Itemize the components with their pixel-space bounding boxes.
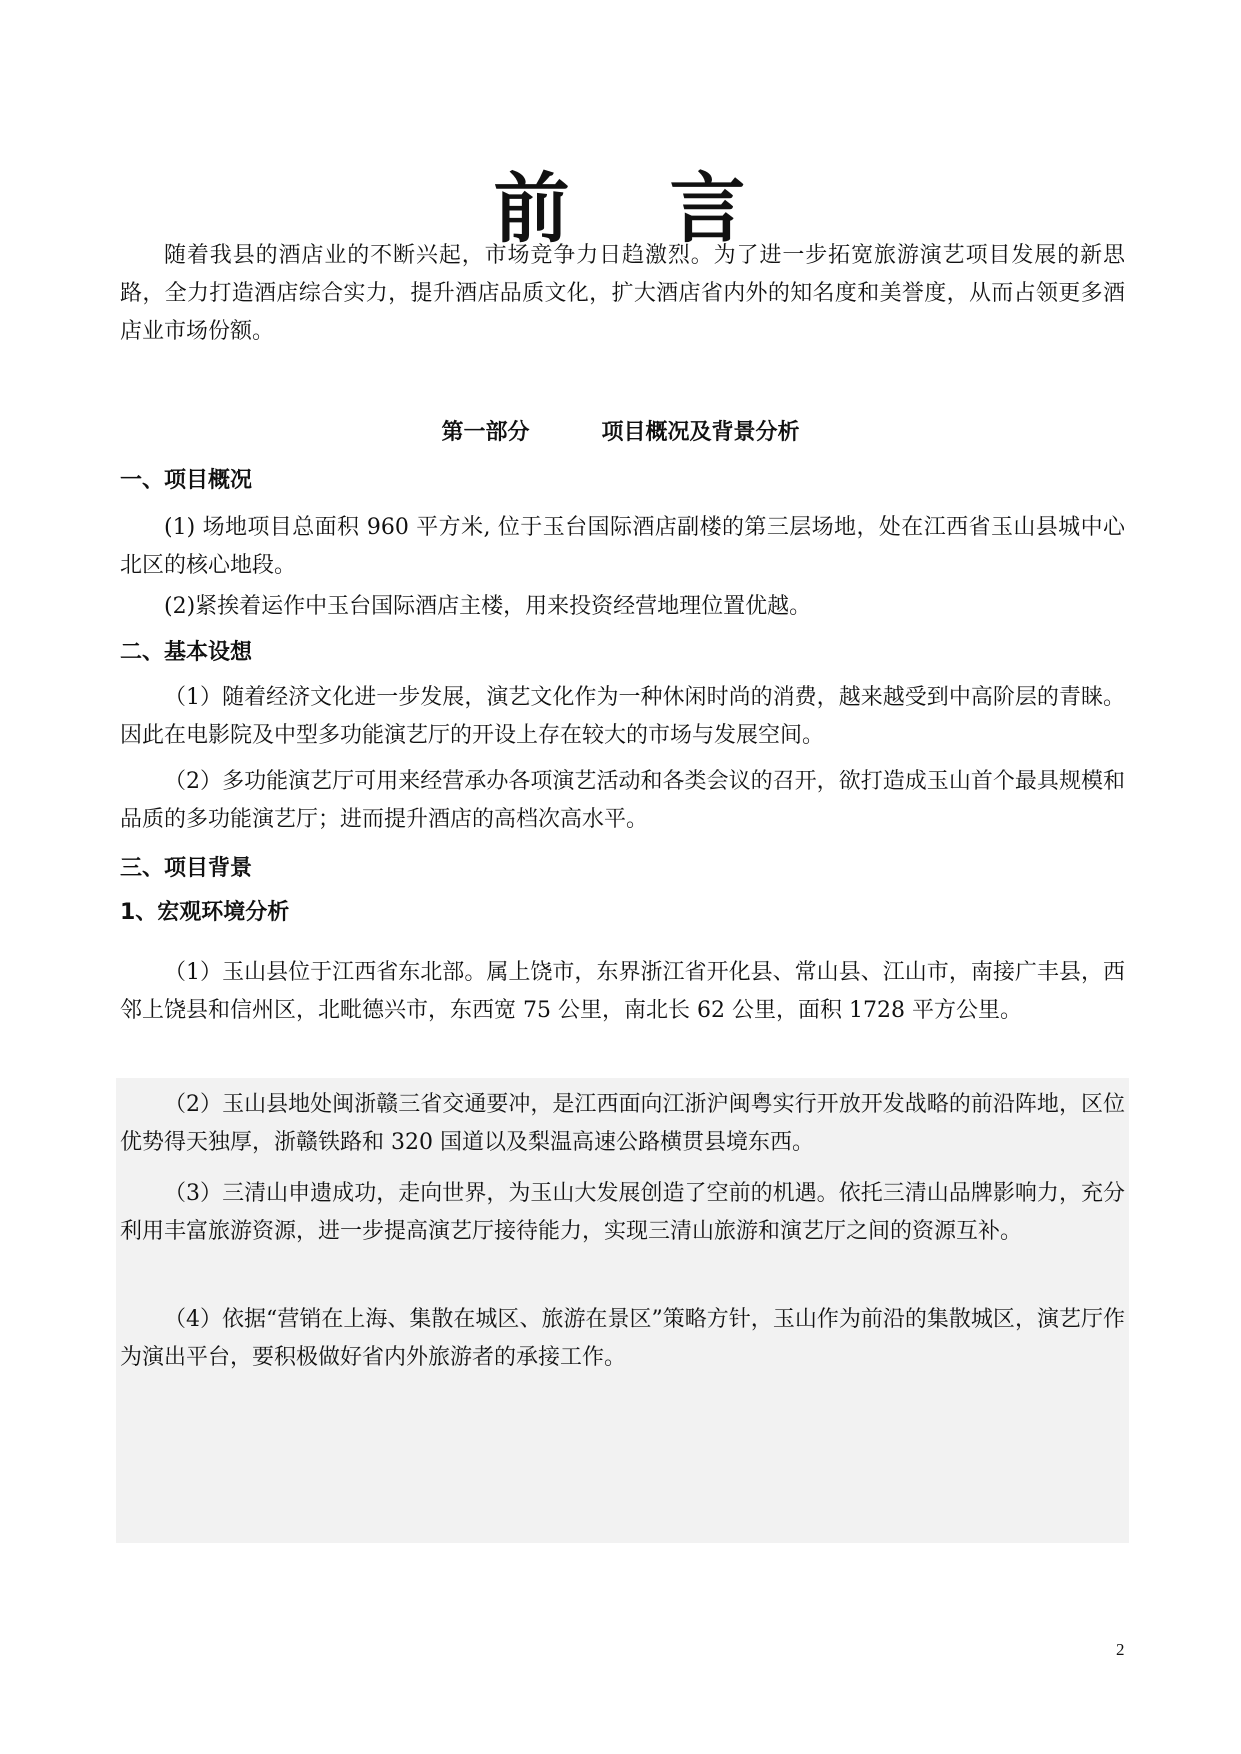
background-item-4: （4）依据“营销在上海、集散在城区、旅游在景区”策略方针，玉山作为前沿的集散城区，演艺厅作为演出平台，要积极做好省内外旅游者的承接工作。 [120,1307,1125,1370]
overview-item-2: (2)紧挨着运作中玉台国际酒店主楼，用来投资经营地理位置优越。 [164,594,812,619]
background-item-3: （3）三清山申遗成功，走向世界，为玉山大发展创造了空前的机遇。依托三清山品牌影响力，充分利用丰富旅游资源，进一步提高演艺厅接待能力，实现三清山旅游和演艺厅之间的资源互补。 [120,1181,1125,1244]
subheading-macro-environment: 1、宏观环境分析 [120,900,290,925]
part-subtitle: 项目概况及背景分析 [601,420,800,445]
background-item-1: （1）玉山县位于江西省东北部。属上饶市，东界浙江省开化县、常山县、江山市，南接广丰县，西邻上饶县和信州区，北毗德兴市，东西宽 75 公里，南北长 62 公里，面积 1728 平方公里。 [120,960,1125,1023]
heading-project-overview: 一、项目概况 [120,468,253,493]
concept-item-1: （1）随着经济文化进一步发展，演艺文化作为一种休闲时尚的消费，越来越受到中高阶层的青睐。因此在电影院及中型多功能演艺厅的开设上存在较大的市场与发展空间。 [120,685,1125,748]
concept-item-2: （2）多功能演艺厅可用来经营承办各项演艺活动和各类会议的召开，欲打造成玉山首个最具规模和品质的多功能演艺厅；进而提升酒店的高档次高水平。 [120,769,1125,832]
background-item-2: （2）玉山县地处闽浙赣三省交通要冲，是江西面向江浙沪闽粤实行开放开发战略的前沿阵地，区位优势得天独厚，浙赣铁路和 320 国道以及梨温高速公路横贯县境东西。 [120,1092,1125,1155]
heading-project-background: 三、项目背景 [120,856,253,881]
page-number: 2 [1116,1640,1125,1659]
part-label: 第一部分 [441,420,530,445]
page-title [0,163,1241,253]
title-char-2: 言 [669,163,748,253]
title-char-1: 前 [493,163,572,253]
part-title [0,418,1241,448]
preface-paragraph: 随着我县的酒店业的不断兴起，市场竞争力日趋激烈。为了进一步拓宽旅游演艺项目发展的新思路，全力打造酒店综合实力，提升酒店品质文化，扩大酒店省内外的知名度和美誉度，从而占领更多酒店业市场份额。 [120,243,1125,344]
overview-item-1: (1) 场地项目总面积 960 平方米, 位于玉台国际酒店副楼的第三层场地，处在江西省玉山县城中心北区的核心地段。 [120,515,1125,578]
heading-basic-concept: 二、基本设想 [120,640,253,665]
